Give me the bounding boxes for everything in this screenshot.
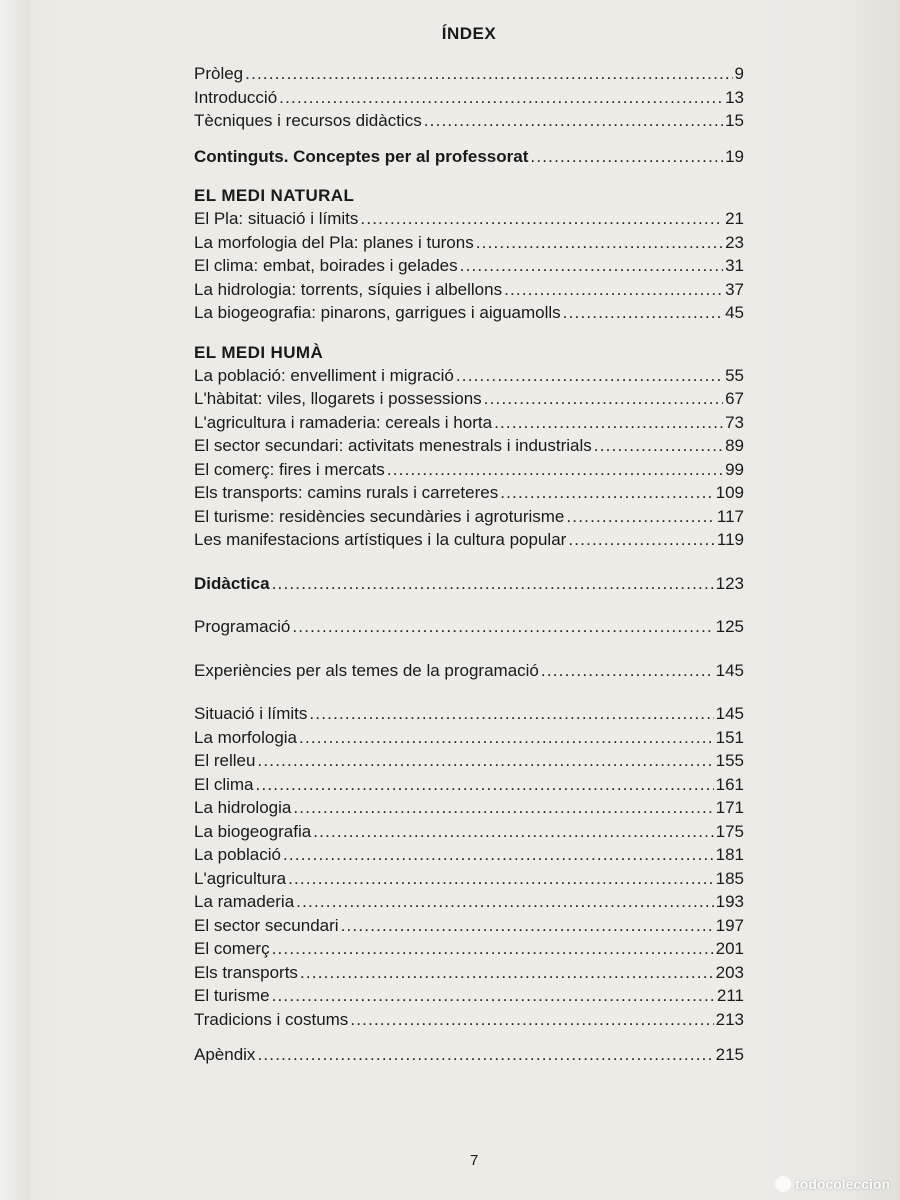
toc-entry: La població ..... 181 (194, 843, 744, 867)
medi-natural-list (194, 207, 744, 325)
toc-entry-experiencies: Experiències per als temes de la programació ..... 145 (194, 659, 744, 683)
toc-entry: La biogeografia ..... 175 (194, 820, 744, 844)
toc-entry: L'agricultura i ramaderia: cereals i horta ..... 73 (194, 411, 744, 435)
toc-entry: El comerç: fires i mercats ..... 99 (194, 458, 744, 482)
toc-entry: El turisme: residències secundàries i agroturisme ..... 117 (194, 505, 744, 529)
table-of-contents (194, 24, 744, 1067)
toc-entry: La biogeografia: pinarons, garrigues i aiguamolls ..... 45 (194, 301, 744, 325)
toc-entry: El clima: embat, boirades i gelades ..... 31 (194, 254, 744, 278)
toc-entry: La hidrologia: torrents, síquies i albellons ..... 37 (194, 278, 744, 302)
toc-entry: Les manifestacions artístiques i la cultura popular ..... 119 (194, 528, 744, 552)
toc-entry-didactica: Didàctica ..... 123 (194, 572, 744, 596)
toc-entry: Tradicions i costums ..... 213 (194, 1008, 744, 1032)
toc-entry: El clima ..... 161 (194, 773, 744, 797)
toc-entry: La població: envelliment i migració ..... 55 (194, 364, 744, 388)
toc-entry: Els transports: camins rurals i carreteres ..... 109 (194, 481, 744, 505)
watermark-logo-icon (775, 1176, 791, 1192)
toc-entry: Situació i límits ..... 145 (194, 702, 744, 726)
toc-entry-programacio: Programació ..... 125 (194, 615, 744, 639)
toc-entry: L'hàbitat: viles, llogarets i possessions ..... 67 (194, 387, 744, 411)
toc-entry: La hidrologia ..... 171 (194, 796, 744, 820)
section-heading-medi-huma: EL MEDI HUMÀ (194, 342, 324, 362)
watermark (775, 1176, 890, 1192)
toc-entry: El sector secundari ..... 197 (194, 914, 744, 938)
toc-entry: L'agricultura ..... 185 (194, 867, 744, 891)
toc-entry: El comerç ..... 201 (194, 937, 744, 961)
temes-list (194, 702, 744, 1031)
toc-entry: Tècniques i recursos didàctics ..... 15 (194, 109, 744, 133)
toc-entry: Introducció ..... 13 (194, 86, 744, 110)
toc-entry-continguts: Continguts. Conceptes per al professorat ..... 19 (194, 145, 744, 169)
facing-page-edge (0, 0, 30, 1200)
watermark-text: todocoleccion (795, 1176, 890, 1192)
section-heading-medi-natural: EL MEDI NATURAL (194, 186, 355, 205)
toc-entry: El relleu ..... 155 (194, 749, 744, 773)
front-matter-list (194, 62, 744, 133)
page-number: 7 (470, 1152, 479, 1169)
toc-entry: La ramaderia ..... 193 (194, 890, 744, 914)
toc-entry: Pròleg ..... 9 (194, 62, 744, 86)
toc-entry: Els transports ..... 203 (194, 961, 744, 985)
toc-entry: La morfologia ..... 151 (194, 726, 744, 750)
medi-huma-list (194, 364, 744, 552)
toc-entry: El sector secundari: activitats menestrals i industrials ..... 89 (194, 434, 744, 458)
toc-entry: El turisme ..... 211 (194, 984, 744, 1008)
toc-entry: La morfologia del Pla: planes i turons ..... 23 (194, 231, 744, 255)
page-title: ÍNDEX (441, 24, 497, 43)
toc-entry: El Pla: situació i límits ..... 21 (194, 207, 744, 231)
toc-entry-apendix: Apèndix ..... 215 (194, 1043, 744, 1067)
